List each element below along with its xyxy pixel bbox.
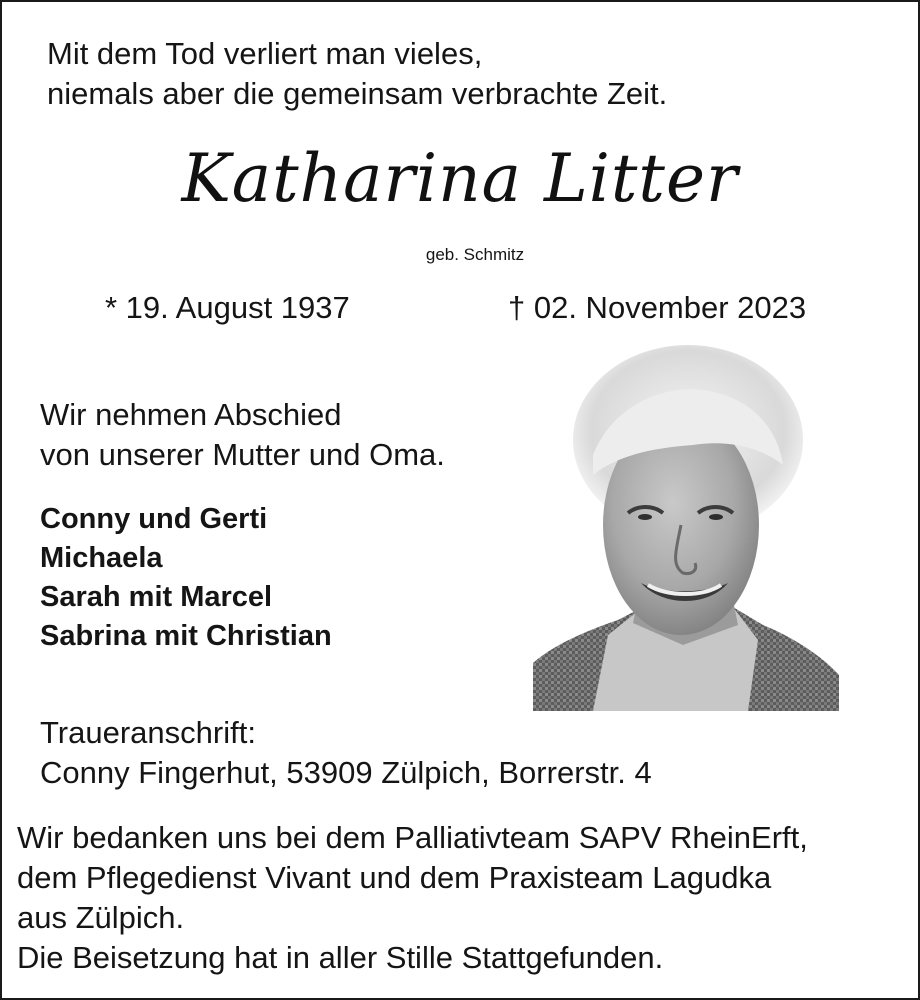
quote-line-2: niemals aber die gemeinsam verbrachte Zeit. (47, 76, 668, 111)
address-label: Traueranschrift: (40, 715, 256, 750)
family-member: Sarah mit Marcel (40, 581, 273, 613)
mourning-address (40, 713, 652, 793)
family-member: Conny und Gerti (40, 503, 268, 535)
family-list (40, 500, 332, 656)
memorial-quote (47, 34, 667, 114)
address-value: Conny Fingerhut, 53909 Zülpich, Borrerstr. 4 (40, 755, 652, 790)
farewell-line-2: von unserer Mutter und Oma. (40, 437, 445, 472)
farewell-text (40, 395, 445, 475)
family-member: Sabrina mit Christian (40, 620, 332, 652)
thanks-text (17, 818, 808, 978)
death-date: † 02. November 2023 (508, 290, 807, 325)
quote-line-1: Mit dem Tod verliert man vieles, (47, 36, 483, 71)
family-member: Michaela (40, 542, 163, 574)
thanks-line-4: Die Beisetzung hat in aller Stille Stattgefunden. (17, 940, 664, 975)
thanks-line-1: Wir bedanken uns bei dem Palliativteam SAPV RheinErft, (17, 820, 808, 855)
thanks-line-3: aus Zülpich. (17, 900, 185, 935)
thanks-line-2: dem Pflegedienst Vivant und dem Praxisteam Lagudka (17, 860, 772, 895)
farewell-line-1: Wir nehmen Abschied (40, 397, 342, 432)
birth-name: geb. Schmitz (425, 245, 525, 264)
deceased-name: Katharina Litter (181, 140, 739, 217)
portrait-photo-icon (533, 345, 839, 711)
birth-date: * 19. August 1937 (105, 290, 350, 325)
